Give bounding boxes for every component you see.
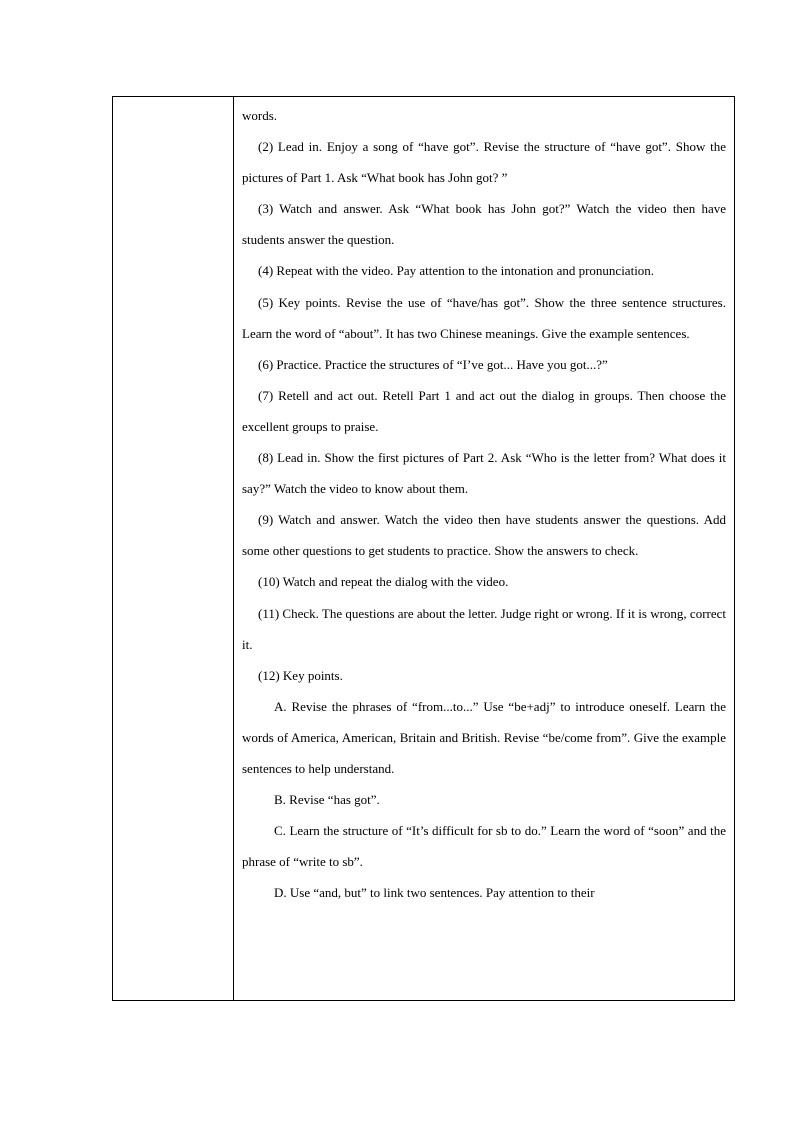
paragraph-step-2: (2) Lead in. Enjoy a song of “have got”. Revise the structure of “have got”. Show the pictures of Part 1. Ask “What book has John got? ” bbox=[242, 139, 726, 186]
paragraph-step-9: (9) Watch and answer. Watch the video then have students answer the questions. Add some other questions to get students to practice. Show the answers to check. bbox=[242, 512, 726, 559]
paragraph-point-a: A. Revise the phrases of “from...to...” Use “be+adj” to introduce oneself. Learn the words of America, American, Britain and British. Revise “be/come from”. Give the example sentences to help understand. bbox=[242, 698, 726, 776]
table-right-cell bbox=[234, 97, 734, 1000]
table-left-cell bbox=[113, 97, 234, 1000]
procedure-text bbox=[242, 100, 726, 908]
paragraph-step-3: (3) Watch and answer. Ask “What book has John got?” Watch the video then have students answer the question. bbox=[242, 201, 726, 248]
paragraph-step-7: (7) Retell and act out. Retell Part 1 and act out the dialog in groups. Then choose the excellent groups to praise. bbox=[242, 387, 726, 434]
paragraph-point-b: B. Revise “has got”. bbox=[274, 792, 380, 808]
paragraph-point-d: D. Use “and, but” to link two sentences. Pay attention to their bbox=[274, 885, 595, 901]
paragraph-step-12: (12) Key points. bbox=[258, 667, 343, 683]
lesson-table bbox=[112, 96, 735, 1001]
paragraph-point-c: C. Learn the structure of “It’s difficult for sb to do.” Learn the word of “soon” and the phrase of “write to sb”. bbox=[242, 823, 726, 870]
paragraph-step-4: (4) Repeat with the video. Pay attention to the intonation and pronunciation. bbox=[258, 263, 655, 279]
paragraph-step-6: (6) Practice. Practice the structures of “I’ve got... Have you got...?” bbox=[258, 356, 608, 372]
paragraph-step-10: (10) Watch and repeat the dialog with the video. bbox=[258, 574, 509, 590]
paragraph-step-8: (8) Lead in. Show the first pictures of Part 2. Ask “Who is the letter from? What does it say?” Watch the video to know about them. bbox=[242, 450, 726, 497]
paragraph-step-11: (11) Check. The questions are about the letter. Judge right or wrong. If it is wrong, correct it. bbox=[242, 605, 726, 652]
paragraph-words: words. bbox=[242, 108, 278, 123]
paragraph-step-5: (5) Key points. Revise the use of “have/has got”. Show the three sentence structures. Learn the word of “about”. It has two Chinese meanings. Give the example sentences. bbox=[242, 294, 726, 341]
